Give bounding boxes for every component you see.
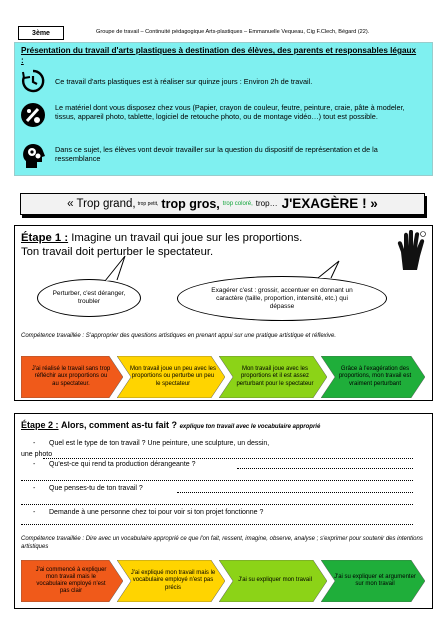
presentation-box xyxy=(14,42,433,176)
etape2-levels xyxy=(21,560,425,602)
level2-text-3: J'ai su expliquer mon travail xyxy=(238,577,312,584)
bubble1-tail xyxy=(103,254,129,282)
etape2-question: Alors, comment as-tu fait ? xyxy=(61,420,178,430)
etape1-line1: Imagine un travail qui joue sur les proportions. xyxy=(71,232,303,244)
etape1-title xyxy=(21,231,302,259)
banner-bold: trop gros, xyxy=(161,197,220,211)
bubble-perturber: Perturber, c'est déranger, troubler xyxy=(37,279,141,317)
hand-icon xyxy=(395,230,427,272)
presentation-text-subject: Dans ce sujet, les élèves vont devoir travailler sur la question du dispositif de représentation et de la ressemblance xyxy=(55,145,378,164)
banner-trop: trop… xyxy=(255,199,278,208)
question-derangeante: Qu'est-ce qui rend ta production dérangeante ? xyxy=(49,461,196,468)
presentation-title: Présentation du travail d'arts plastiques à destination des élèves, des parents et responsables légaux : xyxy=(21,46,417,65)
level-text-1: J'ai réalisé le travail sans trop réfléchir aux proportions ou au spectateur. xyxy=(31,366,111,387)
answer-line-3b[interactable] xyxy=(21,504,413,505)
etape1-levels xyxy=(21,356,425,398)
dash-1: - xyxy=(33,440,36,447)
presentation-text-duration: Ce travail d'arts plastiques est à réaliser sur quinze jours : Environ 2h de travail. xyxy=(55,77,313,86)
presentation-item-duration xyxy=(19,67,425,95)
level-text-2: Mon travail joue un peu avec les proportions ou perturbe un peu le spectateur xyxy=(129,366,217,387)
etape2-label: Étape 2 : xyxy=(21,420,59,430)
presentation-text-material: Le matériel dont vous disposez chez vous (Papier, crayon de couleur, feutre, peinture, craie, pâte à modeler, tissus, appareil photo, tablette, logiciel de retouche photo, ou de montage vidéo…) tout est possible. xyxy=(55,103,405,122)
header-info: Groupe de travail – Continuité pédagogique Arts-plastiques – Emmanuelle Vequeau, Cig F.Clech, Bégard (22). xyxy=(96,29,370,35)
presentation-item-subject xyxy=(19,141,425,169)
question-type: Quel est le type de ton travail ? Une peinture, une sculpture, un dessin, xyxy=(49,440,270,447)
level2-text-2: J'ai expliqué mon travail mais le vocabulaire employé n'est pas précis xyxy=(130,570,216,591)
answer-line-2b[interactable] xyxy=(21,480,413,481)
banner-open: « Trop grand, xyxy=(67,198,136,210)
etape2-competence: Compétence travaillée : Dire avec un vocabulaire approprié ce que l'on fait, ressent, imagine, observe, analyse ; s'exprimer pour soutenir des intentions artistiques xyxy=(21,536,423,550)
etape1-label: Étape 1 : xyxy=(21,232,69,244)
level-text-3: Mon travail joue avec les proportions et il est assez perturbant pour le spectateur xyxy=(236,366,314,387)
dash-3: - xyxy=(33,485,36,492)
head-gears-icon xyxy=(19,141,47,169)
answer-line-2a[interactable] xyxy=(237,468,413,469)
bubble2-tail xyxy=(315,259,343,279)
dash-2: - xyxy=(33,461,36,468)
question-penses: Que penses-tu de ton travail ? xyxy=(49,485,143,492)
grade-label: 3ème xyxy=(18,26,64,40)
answer-line-3a[interactable] xyxy=(177,492,413,493)
answer-line-4[interactable] xyxy=(21,524,413,525)
etape1-competence: Compétence travaillée : S'approprier des questions artistiques en prenant appui sur une pratique artistique et réflexive. xyxy=(21,333,336,339)
etape2-box xyxy=(14,413,433,609)
level2-text-4: J'ai su expliquer et argumenter sur mon travail xyxy=(334,573,416,587)
title-banner xyxy=(20,193,425,215)
banner-exagere: J'EXAGÈRE ! » xyxy=(281,196,378,211)
level-text-4: Grâce à l'exagération des proportions, mon travail est vraiment perturbant xyxy=(338,366,412,387)
bubble-exagerer: Exagérer c'est : grossir, accentuer en donnant un caractère (taille, proportion, intensité, etc.) qui dépasse xyxy=(177,276,387,321)
clock-icon xyxy=(19,67,47,95)
question-type-photo: une photo xyxy=(21,451,53,458)
presentation-item-material xyxy=(19,101,425,129)
art-tools-icon xyxy=(19,101,47,129)
level2-text-1: J'ai commencé à expliquer mon travail mais le vocabulaire employé n'est pas clair xyxy=(35,566,107,595)
etape2-subtitle: explique ton travail avec le vocabulaire approprié xyxy=(179,424,321,430)
etape2-title xyxy=(21,420,320,430)
dash-4: - xyxy=(33,509,36,516)
banner-green: trop coloré, xyxy=(222,201,253,207)
answer-line-1[interactable] xyxy=(43,458,413,459)
question-demande: Demande à une personne chez toi pour voir si ton projet fonctionne ? xyxy=(49,509,264,516)
banner-tiny: trop petit, xyxy=(137,201,159,207)
etape1-line2: Ton travail doit perturber le spectateur. xyxy=(21,246,214,258)
etape1-box xyxy=(14,225,433,401)
